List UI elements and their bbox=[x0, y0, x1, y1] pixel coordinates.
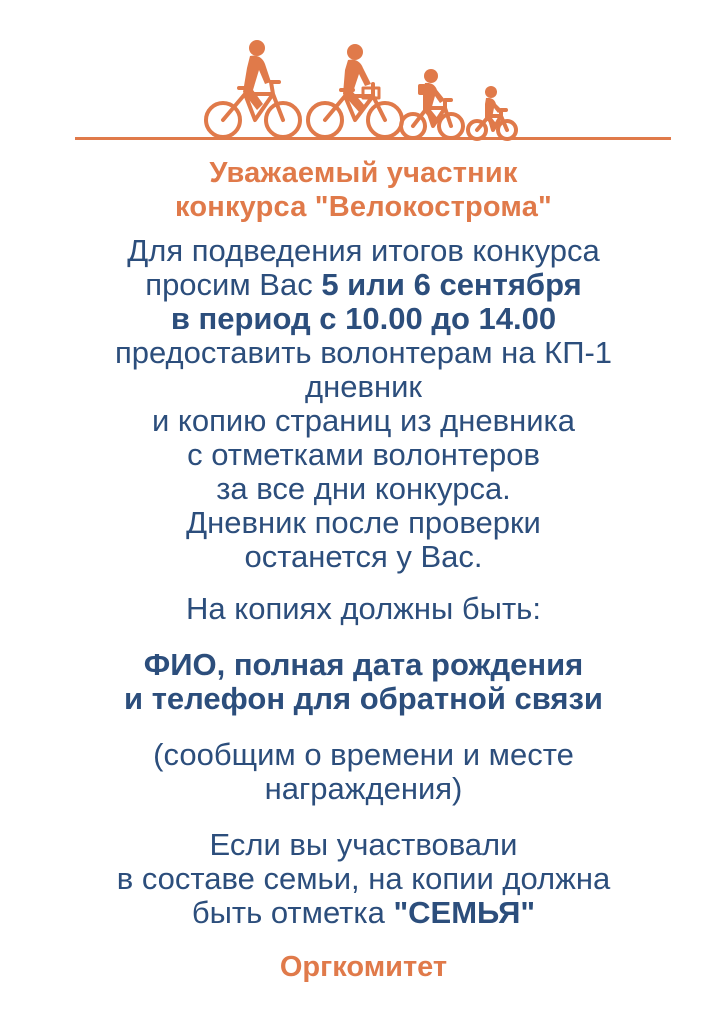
date-highlight: 5 или 6 сентября bbox=[321, 267, 582, 302]
intro-line-6: и копию страниц из дневника bbox=[151, 403, 575, 438]
requirements-heading: На копиях должны быть: bbox=[186, 591, 541, 626]
note-block bbox=[0, 738, 727, 806]
title-line-2: конкурса "Велокострома" bbox=[175, 191, 552, 223]
ground-line bbox=[75, 137, 671, 140]
announcement-text bbox=[0, 156, 727, 984]
intro-line-9: Дневник после проверки bbox=[186, 505, 541, 540]
family-block bbox=[0, 828, 727, 930]
intro-line-7: с отметками волонтеров bbox=[187, 437, 540, 472]
intro-line-4: предоставить волонтерам на КП-1 bbox=[114, 335, 613, 370]
family-line-2: в составе семьи, на копии должна bbox=[116, 861, 611, 896]
intro-line-1: Для подведения итогов конкурса bbox=[127, 233, 600, 268]
intro-line-10: останется у Вас. bbox=[244, 539, 483, 574]
family-line-1: Если вы участвовали bbox=[209, 827, 518, 862]
intro-block bbox=[0, 234, 727, 574]
intro-line-8: за все дни конкурса. bbox=[216, 471, 511, 506]
family-line-3 bbox=[0, 896, 727, 930]
title bbox=[0, 156, 727, 224]
time-highlight: в период с 10.00 до 14.00 bbox=[170, 301, 557, 336]
intro-line-2-text: просим Вас bbox=[145, 267, 322, 302]
intro-line-5: дневник bbox=[305, 369, 422, 404]
requirements-line-2: и телефон для обратной связи bbox=[124, 681, 603, 716]
title-line-1: Уважаемый участник bbox=[209, 157, 518, 189]
family-cyclists-icon bbox=[195, 38, 525, 142]
requirements-list bbox=[0, 648, 727, 716]
signature: Оргкомитет bbox=[279, 951, 448, 983]
note-line-1: (сообщим о времени и месте bbox=[153, 737, 574, 772]
requirements-line-1: ФИО, полная дата рождения bbox=[143, 647, 584, 682]
family-line-3-text: быть отметка bbox=[191, 895, 394, 930]
family-mark: "СЕМЬЯ" bbox=[393, 895, 536, 930]
note-line-2: награждения) bbox=[264, 771, 463, 806]
intro-line-2 bbox=[0, 268, 727, 302]
